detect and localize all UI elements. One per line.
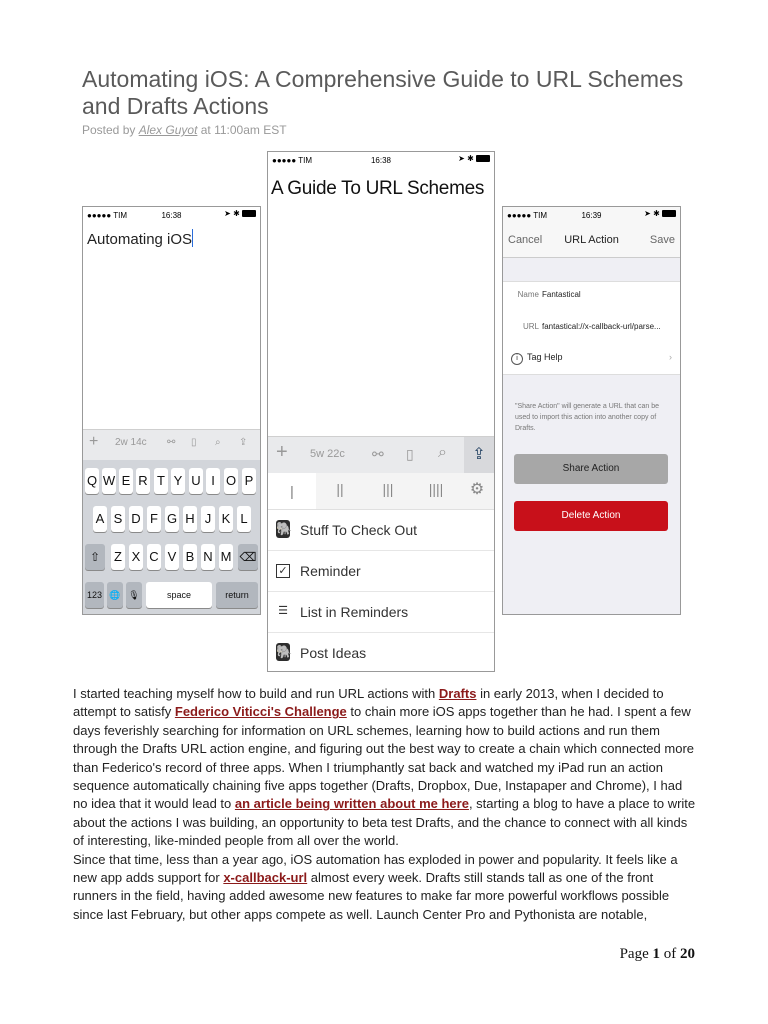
clock: 16:38 xyxy=(161,211,182,220)
action-label: Post Ideas xyxy=(300,645,367,661)
action-item[interactable] xyxy=(268,551,494,592)
current-page: 1 xyxy=(652,946,660,962)
x-callback-url-link[interactable]: x-callback-url xyxy=(223,870,308,886)
tag-help-row[interactable] xyxy=(511,352,680,365)
key[interactable]: Z xyxy=(111,544,125,570)
key[interactable]: U xyxy=(189,468,203,494)
add-icon[interactable]: + xyxy=(276,441,288,463)
battery-icon: ➤ ✱ xyxy=(224,209,256,218)
share-action-button[interactable]: Share Action xyxy=(514,454,668,484)
tab-2[interactable]: || xyxy=(336,481,344,497)
microphone-icon[interactable]: 🎙 xyxy=(126,582,142,608)
gear-icon[interactable]: ⚙ xyxy=(469,481,485,498)
document-icon[interactable]: ▯ xyxy=(406,446,414,462)
total-pages: 20 xyxy=(680,946,695,962)
link-icon[interactable]: ⚯ xyxy=(167,437,176,448)
document-title[interactable]: A Guide To URL Schemes xyxy=(271,178,485,199)
author-link[interactable]: Alex Guyot xyxy=(138,123,198,137)
key[interactable]: I xyxy=(206,468,220,494)
byline-prefix: Posted by xyxy=(82,123,139,137)
delete-action-button[interactable]: Delete Action xyxy=(514,501,668,531)
article-body xyxy=(73,685,697,924)
viticci-challenge-link[interactable]: Federico Viticci's Challenge xyxy=(174,704,347,720)
page-prefix: Page xyxy=(619,946,653,962)
key[interactable]: S xyxy=(111,506,125,532)
tab-3[interactable]: ||| xyxy=(382,481,394,497)
clock: 16:38 xyxy=(370,156,392,165)
numbers-key[interactable]: 123 xyxy=(85,582,104,608)
add-icon[interactable]: + xyxy=(89,433,99,450)
info-icon: i xyxy=(511,353,523,365)
word-count: 2w 14c xyxy=(115,437,147,448)
screenshot-drafts-editor xyxy=(82,206,261,615)
body-text: Since that time, less than a year ago, iOS automation has exploded in power and popularity. It feels like a new app adds support for xyxy=(73,851,678,886)
action-item[interactable] xyxy=(268,592,494,633)
action-item[interactable] xyxy=(268,633,494,672)
chevron-right-icon: › xyxy=(669,352,672,362)
globe-icon[interactable]: 🌐 xyxy=(107,582,123,608)
key[interactable]: P xyxy=(242,468,256,494)
key[interactable]: R xyxy=(136,468,150,494)
action-label: Reminder xyxy=(300,563,361,579)
status-bar xyxy=(268,152,494,168)
key[interactable]: Q xyxy=(85,468,99,494)
document-icon[interactable]: ▯ xyxy=(191,437,197,448)
key[interactable]: B xyxy=(183,544,197,570)
url-value: fantastical://x-callback-url/parse... xyxy=(542,322,661,331)
key[interactable]: J xyxy=(201,506,215,532)
key[interactable]: A xyxy=(93,506,107,532)
nav-title: URL Action xyxy=(564,234,619,246)
name-value: Fantastical xyxy=(542,290,581,299)
key[interactable]: N xyxy=(201,544,215,570)
page-of: of xyxy=(660,946,680,962)
key[interactable]: K xyxy=(219,506,233,532)
carrier: ●●●●● TIM xyxy=(87,211,128,220)
action-label: Stuff To Check Out xyxy=(300,522,417,538)
evernote-icon: 🐘 xyxy=(276,644,293,659)
body-text: to chain more iOS apps together than he had. I spent a few days feverishly searching for information on URL schemes, learning how to build actions and run them through the Drafts URL action engine, and figuring out the best way to create a chain which connected more than Federico's record of three apps. When I triumphantly sat back and watched my iPad run an action sequence automatically chaining five apps together (Drafts, Dropbox, Due, Instapaper and Chrome), I had no idea that it would lead to xyxy=(73,704,694,812)
evernote-icon: 🐘 xyxy=(276,521,293,536)
key[interactable]: M xyxy=(219,544,233,570)
key[interactable]: C xyxy=(147,544,161,570)
editor-toolbar xyxy=(83,429,260,460)
return-key[interactable]: return xyxy=(216,582,258,608)
share-icon[interactable]: ⇪ xyxy=(464,437,494,473)
byline-time: at 11:00am EST xyxy=(197,123,287,137)
search-icon[interactable]: ⌕ xyxy=(215,437,221,448)
key[interactable]: E xyxy=(119,468,133,494)
word-count: 5w 22c xyxy=(310,448,345,460)
list-icon: ☰ xyxy=(278,605,288,617)
name-label: Name xyxy=(517,290,539,299)
page-indicator xyxy=(620,946,695,963)
status-bar xyxy=(83,207,260,223)
article-link[interactable]: an article being written about me here xyxy=(234,796,469,812)
key[interactable]: W xyxy=(102,468,116,494)
backspace-key[interactable]: ⌫ xyxy=(238,544,258,570)
key[interactable]: O xyxy=(224,468,238,494)
byline xyxy=(82,123,287,137)
key[interactable]: Y xyxy=(171,468,185,494)
editor-text[interactable] xyxy=(87,229,193,248)
nav-bar xyxy=(503,223,680,258)
body-text: in early 2013, when I decided to attempt to satisfy xyxy=(73,686,664,720)
drafts-link[interactable]: Drafts xyxy=(438,686,477,701)
action-item[interactable] xyxy=(268,510,494,551)
url-label: URL xyxy=(522,322,539,331)
space-key[interactable]: space xyxy=(146,582,212,608)
link-icon[interactable]: ⚯ xyxy=(372,446,384,462)
body-text: almost every week. Drafts still stands tall as one of the front runners in the field, having added awesome new features to make far more powerful workflows possible since last February, but other apps compete as well. Launch Center Pro and Pythonista are notable, xyxy=(73,870,670,922)
key[interactable]: T xyxy=(154,468,168,494)
share-icon[interactable]: ⇪ xyxy=(239,437,248,448)
action-tabs xyxy=(268,473,494,510)
key[interactable]: L xyxy=(237,506,251,532)
body-text: , starting a blog to have a place to write about the actions I was building, an opportunity to beta test Drafts, and the chance to connect with all kinds of interesting, like-minded people from all over the world. xyxy=(73,796,696,849)
checkmark-icon: ✓ xyxy=(276,564,290,578)
status-bar xyxy=(503,207,680,223)
editor-toolbar xyxy=(268,436,494,473)
key[interactable]: D xyxy=(129,506,143,532)
screenshot-drafts-actions xyxy=(267,151,495,672)
battery-icon: ➤ ✱ xyxy=(644,209,676,218)
body-text: I started teaching myself how to build and run URL actions with xyxy=(73,686,439,701)
search-icon[interactable]: ⌕ xyxy=(438,444,447,461)
name-field[interactable] xyxy=(511,290,680,299)
key[interactable]: V xyxy=(165,544,179,570)
tab-1[interactable]: | xyxy=(268,473,316,509)
key[interactable]: G xyxy=(165,506,179,532)
article-title: Automating iOS: A Comprehensive Guide to URL Schemes and Drafts Actions xyxy=(82,66,684,119)
tag-help-label: Tag Help xyxy=(527,352,563,362)
battery-icon: ➤ ✱ xyxy=(458,154,490,163)
share-help-text: "Share Action" will generate a URL that can be used to import this action into another copy of Drafts. xyxy=(515,403,660,432)
carrier: ●●●●● TIM xyxy=(507,211,548,220)
clock: 16:39 xyxy=(581,211,602,220)
action-label: List in Reminders xyxy=(300,604,409,620)
url-field[interactable] xyxy=(511,322,680,331)
keyboard xyxy=(83,460,260,614)
shift-key[interactable]: ⇧ xyxy=(85,544,105,570)
text-cursor xyxy=(192,229,193,247)
key[interactable]: H xyxy=(183,506,197,532)
screenshot-url-action xyxy=(502,206,681,615)
action-form xyxy=(503,281,680,375)
carrier: ●●●●● TIM xyxy=(272,156,313,165)
editor-content: Automating iOS xyxy=(87,231,193,248)
save-button[interactable]: Save xyxy=(649,234,675,246)
key[interactable]: X xyxy=(129,544,143,570)
key[interactable]: F xyxy=(147,506,161,532)
cancel-button[interactable]: Cancel xyxy=(508,234,543,246)
tab-4[interactable]: |||| xyxy=(428,481,444,497)
